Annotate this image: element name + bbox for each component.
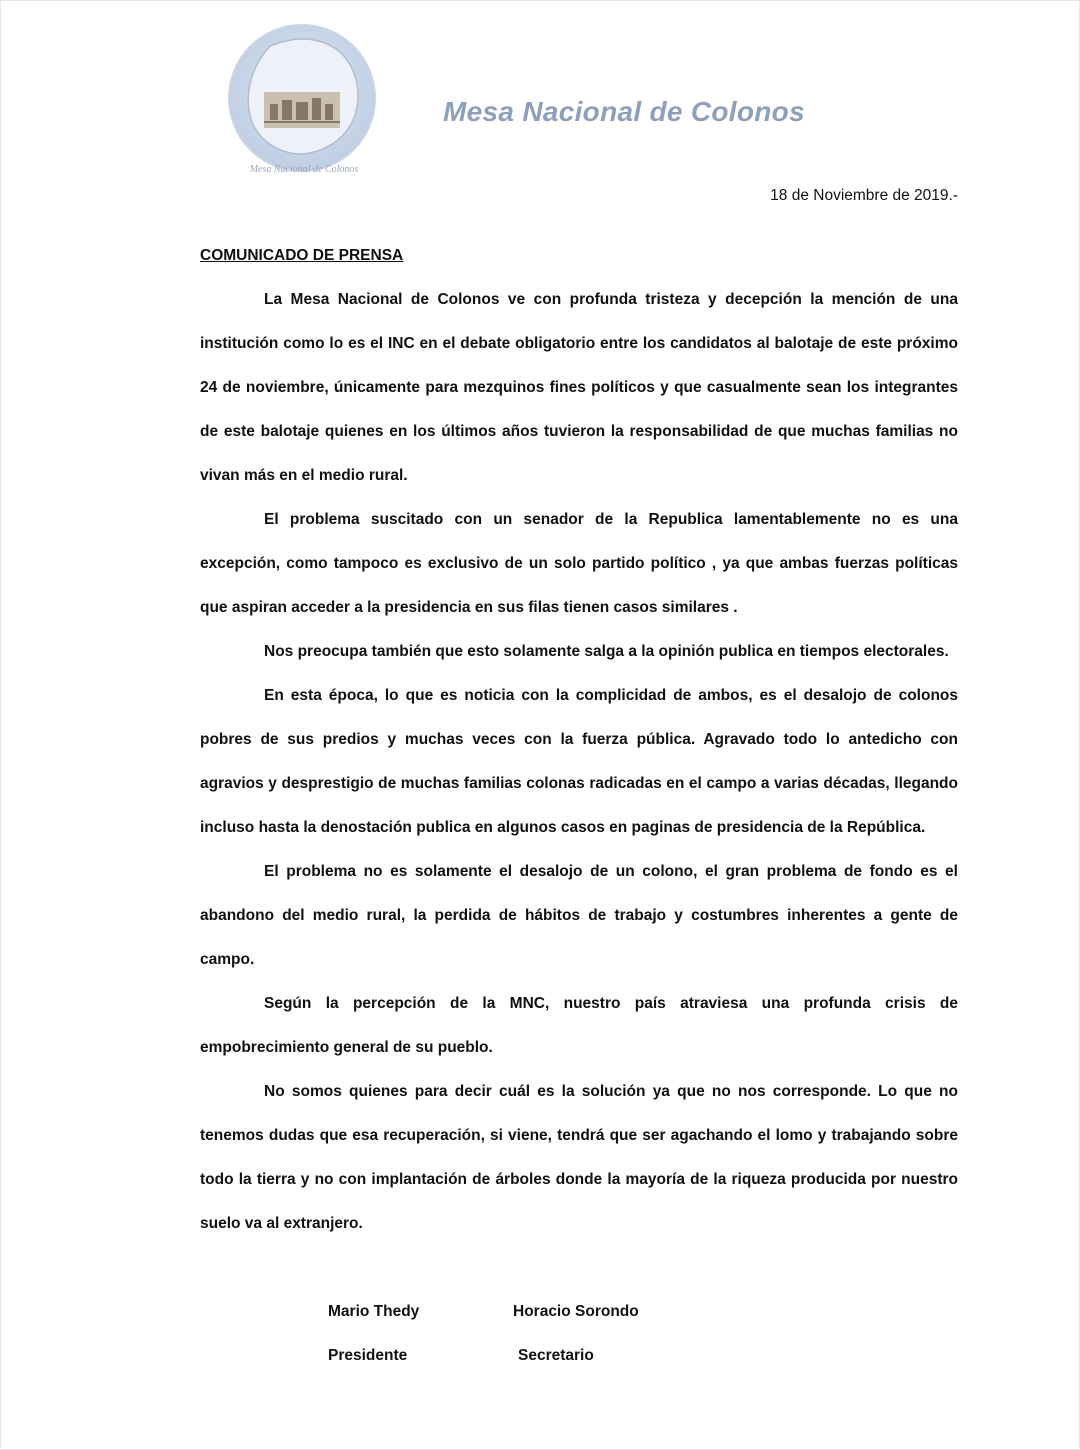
document-date: 18 de Noviembre de 2019.- [770, 187, 958, 204]
organization-title: Mesa Nacional de Colonos [443, 96, 805, 127]
paragraph-4: En esta época, lo que es noticia con la complicidad de ambos, es el desalojo de colonos pobres de sus predios y muchas veces con la fuerza pública. Agravado todo lo antedicho con agravios y desprestigio de muchas familias colonas radicadas en el campo a varias décadas, llegando incluso hasta la denostación publica en algunos casos en paginas de presidencia de la República. [200, 687, 958, 836]
signature-role-secretary: Secretario [518, 1347, 594, 1364]
paragraph-1: La Mesa Nacional de Colonos ve con profunda tristeza y decepción la mención de una institución como lo es el INC en el debate obligatorio entre los candidatos al balotaje de este próximo 24 de noviembre, únicamente para mezquinos fines políticos y que casualmente sean los integrantes de este balotaje quienes en los últimos años tuvieron la responsabilidad de que muchas familias no vivan más en el medio rural. [200, 291, 958, 484]
signature-role-president: Presidente [328, 1347, 408, 1364]
paragraph-6: Según la percepción de la MNC, nuestro país atraviesa una profunda crisis de empobrecimiento general de su pueblo. [200, 995, 958, 1056]
paragraph-5: El problema no es solamente el desalojo de un colono, el gran problema de fondo es el abandono del medio rural, la perdida de hábitos de trabajo y costumbres inherentes a gente de campo. [200, 863, 958, 968]
signature-name-secretary: Horacio Sorondo [513, 1303, 639, 1320]
signature-names-row [328, 1290, 728, 1334]
paragraph-2: El problema suscitado con un senador de la Republica lamentablemente no es una excepción, como tampoco es exclusivo de un solo partido político , ya que ambas fuerzas políticas que aspiran acceder a la presidencia en sus filas tienen casos similares . [200, 511, 958, 616]
signature-roles-row [328, 1334, 728, 1378]
logo-caption: Mesa Nacional de Colonos [249, 164, 359, 175]
press-release-heading: COMUNICADO DE PRENSA [200, 247, 404, 264]
signature-name-president: Mario Thedy [328, 1303, 420, 1320]
organization-logo [218, 24, 390, 184]
press-release-body [200, 234, 958, 1246]
paragraph-7: No somos quienes para decir cuál es la solución ya que no nos corresponde. Lo que no tenemos dudas que esa recuperación, si viene, tendrá que ser agachando el lomo y trabajando sobre todo la tierra y no con implantación de árboles donde la mayoría de la riqueza producida por nuestro suelo va al extranjero. [200, 1083, 958, 1232]
paragraph-3: Nos preocupa también que esto solamente salga a la opinión publica en tiempos electorales. [264, 643, 949, 660]
signature-block [328, 1290, 728, 1378]
uruguay-map-seal-icon [228, 24, 376, 172]
